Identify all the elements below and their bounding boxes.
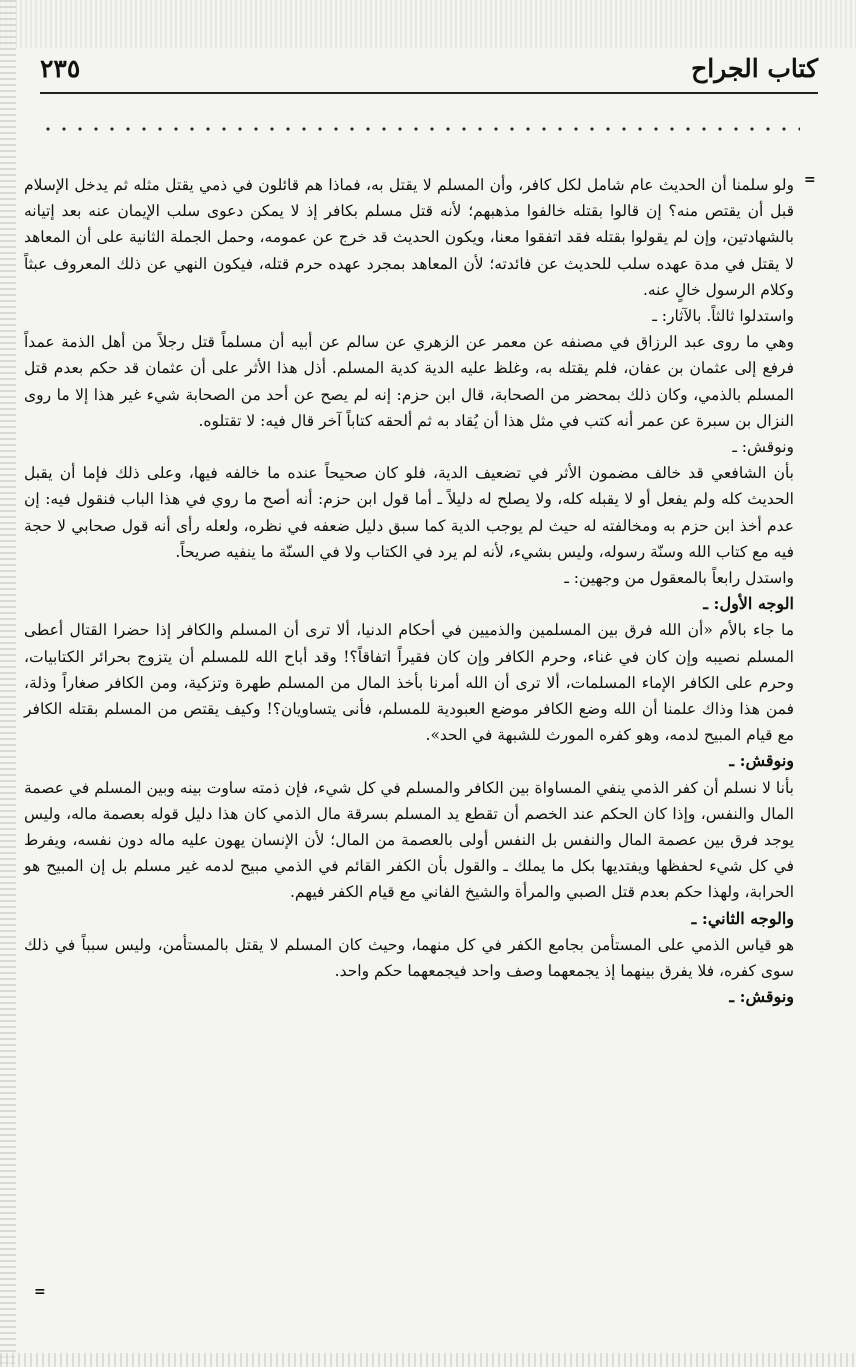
page-header: [40, 52, 818, 94]
section-heading: ونوقش: ـ: [729, 987, 794, 1007]
running-title: كتاب الجراح: [691, 54, 818, 83]
margin-mark-bottom: =: [34, 1284, 46, 1300]
paragraph: ونوقش: ـ: [732, 438, 794, 457]
paragraph: وهي ما روى عبد الرزاق في مصنفه عن معمر عن الزهري عن سالم عن أبيه أن مسلماً قتل رجلاً من أهل الذمة عمداً فرفع إلى عثمان بن عفان، فلم يقتله به، وغلظ عليه الدية كدية المسلم. أذل هذا الأثر على أن عثمان قد حكم بعدم قتل المسلم بالذمي، وكان ذلك بمحضر من الصحابة، قال ابن حزم: إنه لم يصح عن أحد من الصحابة شيء غير هذا إلا ما روى النزال بن سبرة عن عمر أنه كتب في مثل هذا أن يُقاد به ثم ألحقه كتاباً آخر قال فيه: لا تقتلوه.: [24, 333, 794, 430]
dotted-separator: [40, 126, 800, 132]
page-number: ٢٣٥: [40, 54, 81, 83]
paragraph: بأنا لا نسلم أن كفر الذمي ينفي المساواة بين الكافر والمسلم في كل شيء، فإن ذمته ساوت بينه وبين المسلم في عصمة المال والنفس، وإذا كان الحكم عند الخصم أن تقطع يد المسلم بسرقة مال الذمي كان هذا دليل قوله بعصمة ماله، وليس يوجد فرق بين عصمة المال والنفس بل النفس أولى بالعصمة من المال؛ لأن الإنسان يهون عليه ماله دون نفسه، ويفرط في كل شيء لحفظها ويفتديها بكل ما يملك ـ والقول بأن الكفر القائم في الذمي مبيح لدمه غير مسلم بل إن المبيح هو الحرابة، ولهذا حكم بعدم قتل الصبي والمرأة والشيخ الفاني مع قيام الكفر فيهم.: [24, 778, 794, 902]
paragraph: ما جاء بالأم «أن الله فرق بين المسلمين والذميين في أحكام الدنيا، ألا ترى أن المسلم والكافر إذا حضرا القتال أعطى المسلم نصيبه وإن كان في غناء، وحرم الكافر وإن كان فقيراً اتفاقاً؟! وقد أباح الله للمسلم أن يتزوج بحرائر الكتابيات، وحرم على الكافر الإماء المسلمات، ألا ترى أن الله أمرنا بأخذ المال من المسلم طهرة وتزكية، ومن الكافر صغاراً وذلة، فمن هذا وذاك علمنا أن الله وضع الكافر موضع العبودية للمسلم، فأنى يتساويان؟! وكيف يقتص من المسلم بقتله الكافر مع قيام المبيح لدمه، وهو كفره المورث للشبهة في الحد».: [24, 621, 794, 745]
scan-border-bottom: [0, 1353, 856, 1367]
section-heading: ونوقش: ـ: [729, 751, 794, 771]
body-text: [24, 172, 794, 1011]
scan-border-top: [0, 0, 856, 48]
paragraph: واستدلوا ثالثاً. بالآثار: ـ: [652, 307, 794, 326]
section-heading: والوجه الثاني: ـ: [691, 908, 794, 928]
paragraph: ولو سلمنا أن الحديث عام شامل لكل كافر، وأن المسلم لا يقتل به، فماذا هم قائلون في ذمي يقتل مثله ثم يدخل الإسلام قبل أن يقتص منه؟ إن قالوا بقتله خالفوا مذهبهم؛ لأنه قتل مسلم بكافر إذ لا يمكن دعوى سلب الإيمان عنه بعد إتيانه بالشهادتين، وإن لم يقولوا بقتله فقد اتفقوا معنا، ويكون الحديث قد خرج عن عمومه، وحمل الجملة الثانية على أن المعاهد لا يقتل في مدة عهده سلب للحديث عن فائدته؛ لأن المعاهد بمجرد عهده حرم قتله، فيكون النهي عن ذلك المعروف عبثاً وكلام الرسول خالٍ عنه.: [24, 176, 794, 299]
section-heading: الوجه الأول: ـ: [703, 594, 794, 614]
paragraph: هو قياس الذمي على المستأمن بجامع الكفر في كل منهما، وحيث كان المسلم لا يقتل بالمستأمن، وليس سبباً في ذلك سوى كفره، فلا يفرق بينهما إذ يجمعهما وصف واحد فيجمعهما حكم واحد.: [24, 935, 794, 981]
paragraph: بأن الشافعي قد خالف مضمون الأثر في تضعيف الدية، فلو كان صحيحاً عنده ما خالفه فيها، وعلى ذلك فإما أن يقبل الحديث كله ولم يفعل أو لا يقبله كله، ولا يصلح له دليلاً ـ أما قول ابن حزم: أنه أصح ما روي في هذا الباب فنقول فيه: إن عدم أخذ ابن حزم به ومخالفته له حيث لم يوجب الدية كما سبق دليل ضعفه في نظره، ولعله رأى أنه قول صحابي لا حجة فيه مع كتاب الله وسنّة رسوله، وليس بشيء، لأنه لم يرد في الكتاب ولا في السنّة ما ينفيه صريحاً.: [24, 464, 794, 561]
scan-border-left: [0, 0, 16, 1367]
paragraph: واستدل رابعاً بالمعقول من وجهين: ـ: [564, 569, 794, 588]
margin-mark-top: =: [804, 172, 816, 188]
